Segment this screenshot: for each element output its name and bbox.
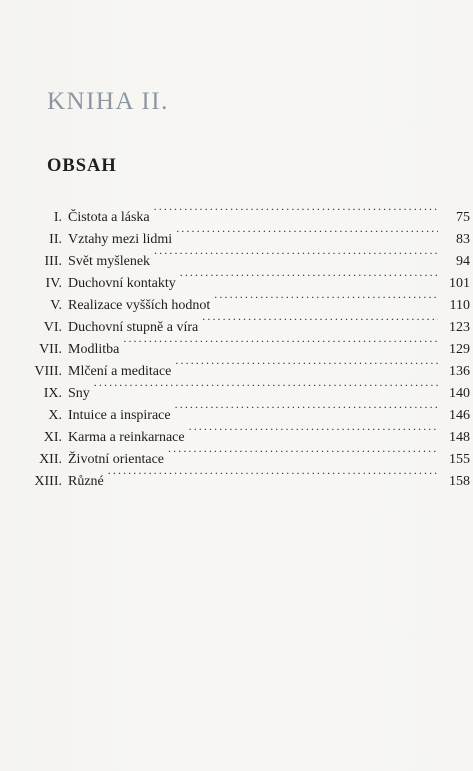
toc-dot-leader — [214, 287, 438, 309]
toc-entry-number: IV. — [45, 276, 62, 291]
toc-entry-number: I. — [53, 210, 62, 225]
toc-entry-page: 129 — [449, 342, 470, 357]
toc-entry-title: Duchovní stupně a víra — [68, 320, 199, 335]
toc-dot-leader — [180, 265, 438, 287]
toc-entry-page: 75 — [456, 210, 470, 225]
toc-entry-title: Mlčení a meditace — [68, 364, 172, 379]
table-of-contents — [20, 199, 470, 489]
toc-dot-leader — [154, 199, 438, 221]
toc-dot-leader — [94, 375, 438, 397]
toc-entry-page: 101 — [449, 276, 470, 291]
toc-entry-number: XI. — [43, 430, 62, 445]
toc-entry-title: Životní orientace — [68, 452, 165, 467]
toc-entry-title: Modlitba — [68, 342, 120, 357]
toc-entry-number: V. — [50, 298, 62, 313]
toc-entry-page: 155 — [449, 452, 470, 467]
toc-entry-page: 148 — [449, 430, 470, 445]
toc-dot-leader — [175, 397, 438, 419]
toc-dot-leader — [189, 419, 438, 441]
toc-dot-leader — [154, 243, 438, 265]
toc-entry-page: 146 — [449, 408, 470, 423]
toc-entry-number: X. — [48, 408, 62, 423]
toc-entry-page: 123 — [449, 320, 470, 335]
toc-entry-number: VI. — [43, 320, 62, 335]
toc-entry-number: III. — [44, 254, 62, 269]
toc-entry-title: Karma a reinkarnace — [68, 430, 185, 445]
toc-entry-page: 83 — [456, 232, 470, 247]
toc-dot-leader — [176, 221, 438, 243]
toc-entry-title: Čistota a láska — [68, 210, 150, 225]
toc-entry-number: IX. — [43, 386, 62, 401]
toc-entry-page: 158 — [449, 474, 470, 489]
toc-dot-leader — [108, 463, 438, 485]
toc-dot-leader — [175, 353, 438, 375]
toc-entry-number: XII. — [39, 452, 62, 467]
toc-dot-leader — [168, 441, 438, 463]
toc-entry-page: 136 — [449, 364, 470, 379]
toc-entry-page: 94 — [456, 254, 470, 269]
toc-dot-leader — [202, 309, 438, 331]
toc-entry-title: Svět myšlenek — [68, 254, 151, 269]
toc-entry-page: 110 — [449, 298, 470, 313]
toc-entry-1 — [20, 199, 470, 225]
toc-entry-title: Různé — [68, 474, 104, 489]
toc-entry-title: Realizace vyšších hodnot — [68, 298, 211, 313]
toc-entry-title: Duchovní kontakty — [68, 276, 176, 291]
toc-entry-number: VIII. — [34, 364, 62, 379]
toc-entry-title: Intuice a inspirace — [68, 408, 171, 423]
toc-entry-number: XIII. — [34, 474, 62, 489]
book-part-title: KNIHA II. — [47, 88, 169, 115]
toc-dot-leader — [123, 331, 438, 353]
toc-entry-number: II. — [49, 232, 62, 247]
toc-entry-title: Vztahy mezi lidmi — [68, 232, 173, 247]
toc-entry-title: Sny — [68, 386, 90, 401]
contents-heading: OBSAH — [47, 156, 117, 176]
toc-entry-number: VII. — [39, 342, 62, 357]
toc-entry-page: 140 — [449, 386, 470, 401]
